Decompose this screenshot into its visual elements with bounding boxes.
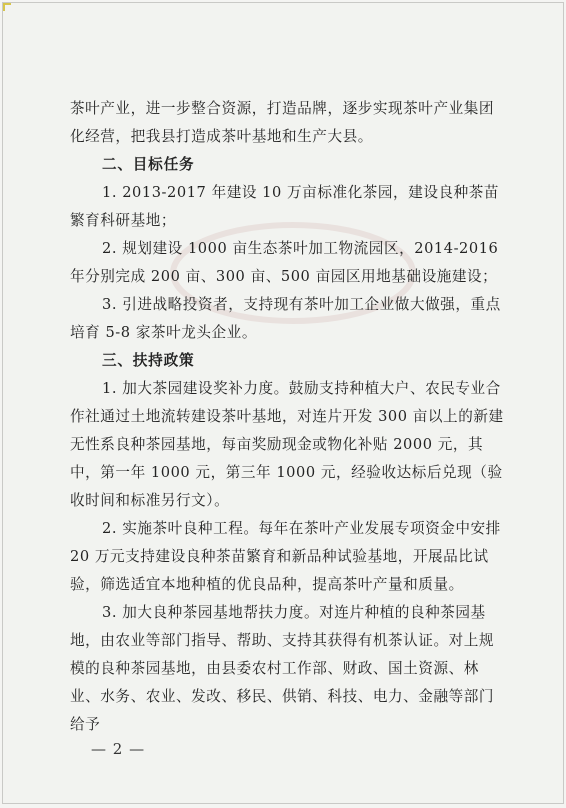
goal-item-1: 1. 2013-2017 年建设 10 万亩标准化茶园，建设良种茶苗繁育科研基地； [70,184,500,229]
section-heading-goals: 二、目标任务 [102,156,195,173]
policy-item-1: 1. 加大茶园建设奖补力度。鼓励支持种植大户、农民专业合作社通过土地流转建设茶叶基地，对连片开发 300 亩以上的新建无性系良种茶园基地，每亩奖励现金或物化补贴 2000 元，其中，第一年 1000 元，第三年 1000 元，经验收达标后兑现（验收时间和标准另行文）。 [70,380,504,509]
goal-item-2: 2. 规划建设 1000 亩生态茶叶加工物流园区，2014-2016 年分别完成 200 亩、300 亩、500 亩园区用地基础设施建设； [70,240,499,285]
document-body [70,95,508,739]
page-number: — 2 — [91,740,146,758]
goal-item-3: 3. 引进战略投资者，支持现有茶叶加工企业做大做强，重点培育 5-8 家茶叶龙头企业。 [70,296,501,341]
policy-item-3: 3. 加大良种茶园基地帮扶力度。对连片种植的良种茶园基地，由农业等部门指导、帮助、支持其获得有机茶认证。对上规模的良种茶园基地，由县委农村工作部、财政、国土资源、林业、水务、农业、发改、移民、供销、科技、电力、金融等部门给予 [70,604,495,733]
policy-item-2: 2. 实施茶叶良种工程。每年在茶叶产业发展专项资金中安排 20 万元支持建设良种茶苗繁育和新品种试验基地，开展品比试验，筛选适宜本地种植的优良品种，提高茶叶产量和质量。 [70,520,501,593]
section-heading-policies: 三、扶持政策 [102,352,195,369]
document-page [2,2,564,804]
corner-mark [3,3,11,11]
paragraph-intro: 茶叶产业，进一步整合资源，打造品牌，逐步实现茶叶产业集团化经营，把我县打造成茶叶基地和生产大县。 [70,100,495,145]
